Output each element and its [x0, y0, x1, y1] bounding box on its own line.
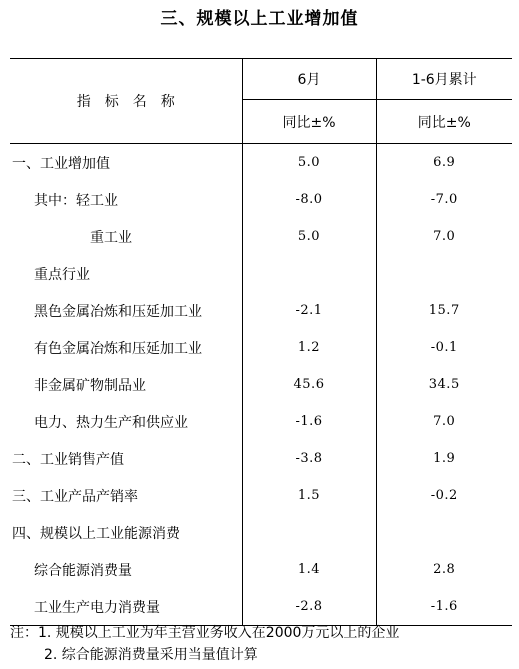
table-row	[10, 403, 512, 440]
ytd-value: 7.0	[376, 218, 512, 255]
row-name: 二、工业销售产值	[12, 451, 124, 468]
row-name: 综合能源消费量	[34, 562, 132, 579]
table-row	[10, 144, 512, 182]
row-name: 重点行业	[34, 266, 90, 283]
row-name: 黑色金属冶炼和压延加工业	[34, 303, 202, 320]
ytd-value: 2.8	[376, 551, 512, 588]
column-header-ytd: 1-6月累计	[376, 59, 512, 100]
ytd-value: -1.6	[376, 588, 512, 626]
ytd-value: -7.0	[376, 181, 512, 218]
june-value: -2.1	[242, 292, 376, 329]
column-header-june: 6月	[242, 59, 376, 100]
footnote-2: 2. 综合能源消费量采用当量值计算	[44, 647, 258, 663]
unit-header-june: 同比±%	[242, 100, 376, 144]
ytd-value	[376, 514, 512, 551]
june-value: -3.8	[242, 440, 376, 477]
ytd-value: 15.7	[376, 292, 512, 329]
june-value: 5.0	[242, 218, 376, 255]
table-row	[10, 329, 512, 366]
table-row	[10, 181, 512, 218]
june-value: 5.0	[242, 144, 376, 182]
row-name: 一、工业增加值	[12, 155, 110, 172]
row-name: 有色金属冶炼和压延加工业	[34, 340, 202, 357]
june-value: -1.6	[242, 403, 376, 440]
ytd-value: -0.2	[376, 477, 512, 514]
ytd-value: 34.5	[376, 366, 512, 403]
row-name: 四、规模以上工业能源消费	[12, 525, 180, 542]
industrial-stats-table	[10, 58, 512, 626]
row-name: 重工业	[90, 229, 132, 246]
table-row	[10, 588, 512, 626]
june-value: -2.8	[242, 588, 376, 626]
table-row	[10, 440, 512, 477]
june-value: 1.5	[242, 477, 376, 514]
header-row-period	[10, 59, 512, 100]
ytd-value: 7.0	[376, 403, 512, 440]
unit-header-ytd: 同比±%	[376, 100, 512, 144]
table-row	[10, 477, 512, 514]
table-row	[10, 255, 512, 292]
table-row	[10, 514, 512, 551]
page-title: 三、规模以上工业增加值	[160, 9, 359, 29]
table-row	[10, 218, 512, 255]
june-value: 45.6	[242, 366, 376, 403]
table-row	[10, 366, 512, 403]
june-value	[242, 255, 376, 292]
row-name: 电力、热力生产和供应业	[34, 414, 188, 431]
row-name: 非金属矿物制品业	[34, 377, 146, 394]
june-value: -8.0	[242, 181, 376, 218]
table-row	[10, 551, 512, 588]
footnotes	[10, 622, 515, 666]
ytd-value: 1.9	[376, 440, 512, 477]
indicator-name-header: 指标名称	[10, 59, 242, 144]
ytd-value	[376, 255, 512, 292]
june-value: 1.2	[242, 329, 376, 366]
footnote-1: 注：1. 规模以上工业为年主营业务收入在2000万元以上的企业	[10, 625, 400, 641]
table-row	[10, 292, 512, 329]
row-name: 其中：轻工业	[34, 192, 118, 209]
june-value: 1.4	[242, 551, 376, 588]
ytd-value: -0.1	[376, 329, 512, 366]
row-name: 三、工业产品产销率	[12, 488, 138, 505]
row-name: 工业生产电力消费量	[10, 588, 242, 626]
ytd-value: 6.9	[376, 144, 512, 182]
june-value	[242, 514, 376, 551]
